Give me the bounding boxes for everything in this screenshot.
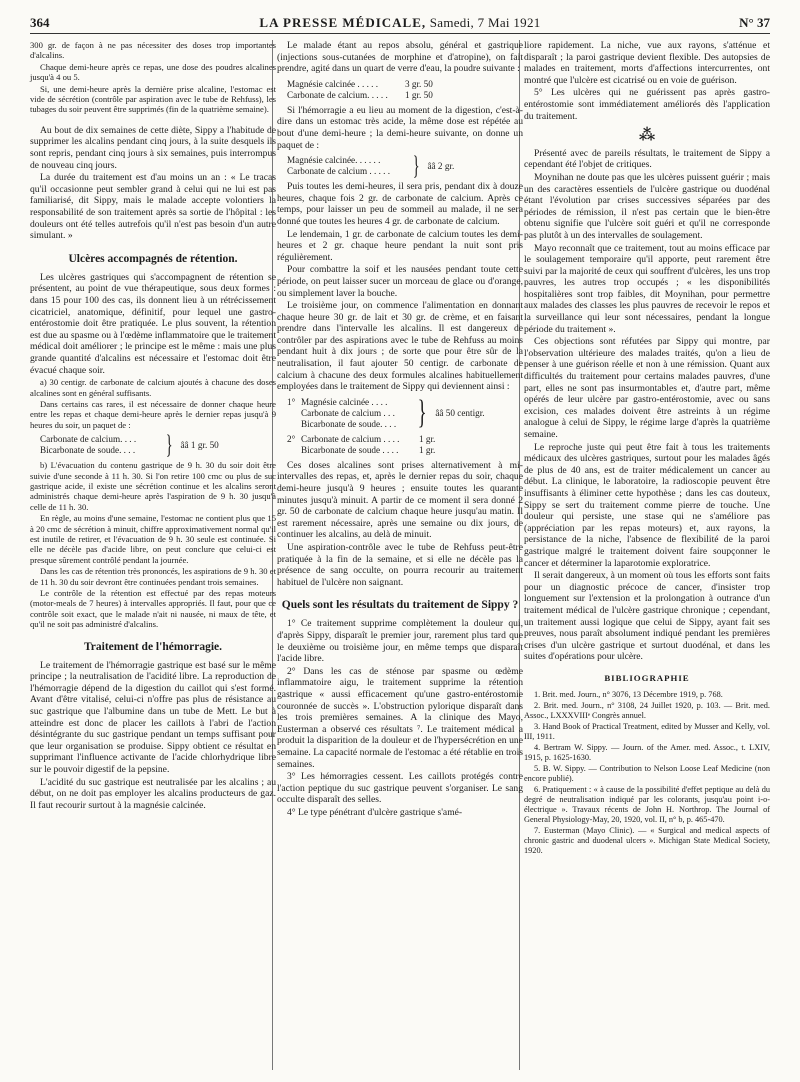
- formula-line: Carbonate de calcium. . . .: [40, 434, 137, 445]
- paragraph: Le troisième jour, on commence l'alimentation en donnant chaque heure 30 gr. de lait et 30 gr. de crème, et en faisant prendre dans l'intervalle les alcalins. Il est dangereux de contrôler par des aspirations avec le tube de Rehfuss au moins pendant huit à dix jours ; de sorte que pour être sûr de la neutralisation, il faut ajouter 50 centigr. de carbonate de calcium à chacune des deux formules alcalines habituellement employées dans le traitement de Sippy qui deviennent ainsi :: [277, 300, 523, 393]
- paragraph: Puis toutes les demi-heures, il sera pris, pendant dix à douze heures, chaque fois 2 gr. de carbonate de calcium. Après ce temps, pour laisser un peu de sommeil au malade, il ne sera donné que toutes les heures 4 gr. de carbonate de calcium.: [277, 181, 523, 227]
- formula-line: Magnésie calcinée . . . . .: [287, 78, 379, 89]
- bibliography-entry: 3. Hand Book of Practical Treatment, edited by Musser and Kelly, vol. III, 1911.: [524, 722, 770, 742]
- paragraph: Présenté avec de pareils résultats, le traitement de Sippy a cependant été l'objet de critiques.: [524, 147, 770, 171]
- paragraph: Chaque demi-heure après ce repas, une dose des poudres alcalines jusqu'à 4 ou 5.: [30, 61, 276, 83]
- paragraph: b) L'évacuation du contenu gastrique de 9 h. 30 du soir doit être suivie d'une seconde à 11 h. 30. Si l'on retire 100 cmc ou plus de suc gastrique acide, il existe une sécrétion continue et les alcalins seront administrés chaque demi-heure après l'aspiration de 9 h. 30 jusqu'à celle de 11 h. 30.: [30, 460, 276, 512]
- issue-date: Samedi, 7 Mai 1921: [429, 15, 541, 30]
- formula-line: Magnésie calcinée . . . .: [301, 396, 388, 407]
- issue-number: N° 37: [739, 15, 770, 30]
- section-separator-asterism: ⁂: [638, 127, 656, 145]
- formula-line: Carbonate de calcium . . .: [301, 407, 395, 418]
- paragraph: Moynihan ne doute pas que les ulcères puissent guérir ; mais un des caractères essentiels de l'ulcère gastrique ou duodénal étant l'évolution par crises successives séparées par des périodes de rémission, il n'est pas certain que le bien-être obtenu signifie que l'ulcère soit guéri et qu'il ne corresponde pas plutôt à un des intervalles de soulagement.: [524, 171, 770, 241]
- paragraph: liore rapidement. La niche, vue aux rayons, s'atténue et disparaît ; la paroi gastrique devient flexible. Des autopsies de malades en traitement, morts d'affections intercurrentes, ont montré que l'ulcère est cicatrisé ou en voie de guérison.: [524, 40, 770, 86]
- paragraph: 300 gr. de façon à ne pas nécessiter des doses trop importantes d'alcalins.: [30, 40, 276, 61]
- paragraph: 2° Dans les cas de sténose par spasme ou œdème inflammatoire aigu, le traitement supprime la rétention gastrique « aussi efficacement qu'une gastro-entérostomie couronnée de succès ». L'obstruction pylorique disparaît dans les trois premières semaines. A la clinique des Mayo, Eusterman a observé ces résultats ⁷. Le traitement médical a produit la disparition de la douleur et de l'hypersécrétion en une semaine. La capacité normale de l'estomac a été rétablie en trois semaines.: [277, 665, 523, 770]
- column-3: [524, 40, 770, 857]
- formula-value: 3 gr. 50: [405, 78, 433, 89]
- column-2: [277, 40, 523, 819]
- formula-line: Magnésie calcinée. . . . . .: [287, 155, 381, 166]
- bibliography-list: [524, 690, 770, 856]
- section-heading-resultats: Quels sont les résultats du traitement de Sippy ?: [281, 599, 519, 612]
- formula-number: 1°: [287, 396, 296, 407]
- bibliography-entry: 5. B. W. Sippy. — Contribution to Nelson Loose Leaf Medicine (non encore publié).: [524, 764, 770, 784]
- paragraph: 1° Ce traitement supprime complètement la douleur qui, d'après Sippy, disparaît le premier jour, rarement plus tard que le deuxième ou troisième jour, en même temps que disparaît l'acide libre.: [277, 618, 523, 665]
- paragraph: 3° Les hémorragies cessent. Les caillots protégés contre l'action peptique du suc gastrique peuvent s'organiser. Le sang occulte disparaît des selles.: [277, 771, 523, 806]
- paragraph: Il serait dangereux, à un moment où tous les efforts sont faits pour un diagnostic précoce de cancer, d'insister trop longuement sur l'extension et la prolongation à outrance d'un traitement médical de l'ulcère gastrique chronique ; cependant, un traitement aussi logique que celui de Sippy, ayant fait ses preuves, nous paraît absolument indiqué pendant les premières crises d'un ulcère gastrique et surtout duodénal, et dans les suites d'opérations pour ulcère.: [524, 570, 770, 663]
- paragraph: Le lendemain, 1 gr. de carbonate de calcium toutes les demi-heures et 2 gr. chaque heure pendant la nuit sont pris régulièrement.: [277, 228, 523, 263]
- paragraph: Les ulcères gastriques qui s'accompagnent de rétention se présentent, au point de vue thérapeutique, sous deux formes : dans 15 pour 100 des cas, ils donnent lieu à un rétrécissement cicatriciel, anatomique, définitif, pour lequel une gastro-entérostomie doit être pratiquée. Le plus souvent, la rétention est due au spasme ou à l'œdème inflammatoire que le traitement médical doit améliorer ; le principe est le même : mais une plus grande quantité d'alcalins est nécessaire et l'estomac doit être évacué chaque soir.: [30, 271, 276, 376]
- brace-icon: }: [412, 151, 420, 181]
- formula-amount: ââ 1 gr. 50: [180, 439, 219, 450]
- paragraph: Pour combattre la soif et les nausées pendant toute cette période, on peut laisser sucer un morceau de glace ou d'orange, ou simplement laver la bouche.: [277, 264, 523, 299]
- paragraph: Dans certains cas rares, il est nécessaire de donner chaque heure entre les repas et chaque demi-heure après le dernier repas jusqu'à 9 heures du soir, un paquet de :: [30, 398, 276, 430]
- formula-value: 1 gr. 50: [405, 89, 433, 100]
- paragraph: 5° Les ulcères qui ne guérissent pas après gastro-entérostomie sont immédiatement améliorés dès l'application du traitement.: [524, 87, 770, 122]
- paragraph: Au bout de dix semaines de cette diète, Sippy a l'habitude de supprimer les alcalins pendant cinq jours, à la suite desquels ils sont repris, pendant cinq jours à six semaines, puis interrompus de nouveau cinq jours.: [30, 124, 276, 171]
- paragraph: 4° Le type pénétrant d'ulcère gastrique s'amé-: [287, 806, 463, 818]
- paragraph: La durée du traitement est d'au moins un an : « Le tracas qu'il occasionne peut sembler grand à celui qui ne lui est pas familiarisé, dit Sippy, mais le malade accepte volontiers la responsabilité de son traitement après sa sortie de l'hôpital : les douleurs ont été telles autrefois qu'il n'est pas besoin d'un autre simulant. »: [30, 172, 276, 242]
- formula-1: [287, 394, 523, 432]
- formula-value: 1 gr.: [419, 433, 436, 444]
- formula-2: [287, 434, 523, 456]
- page-number: 364: [30, 15, 50, 30]
- formula-amount: ââ 50 centigr.: [435, 407, 485, 418]
- brace-icon: }: [417, 394, 427, 432]
- journal-title-line: [30, 15, 770, 31]
- journal-name: LA PRESSE MÉDICALE,: [259, 15, 427, 30]
- paragraph: Mayo reconnaît que ce traitement, tout au moins efficace par le soulagement temporaire qu'il apporte, peut rarement être suivi par la majorité de ceux qui souffrent d'ulcères, les uns trop pauvres, les autres trop occupés ; « les disponibilités hospitalières sont trop faibles, dit Moynihan, pour permettre aux malades des classes les plus pauvres de recevoir le repos et la surveillance qui leur sont nécessaires, pendant la longue période du traitement ».: [524, 242, 770, 335]
- column-1: [30, 40, 276, 812]
- bibliography-entry: 2. Brit. med. Journ., n° 3108, 24 Juillet 1920, p. 103. — Brit. med. Assoc., LXXXVIIIᵉ Congrès annuel.: [524, 701, 770, 721]
- section-heading-retention: Ulcères accompagnés de rétention.: [68, 252, 238, 265]
- bibliography-entry: 7. Eusterman (Mayo Clinic). — « Surgical and medical aspects of chronic gastric and duodenal ulcers ». Michigan State Medical Society, 1920.: [524, 826, 770, 856]
- paragraph: Le contrôle de la rétention est effectué par des repas moteurs (motor-meals de 7 heures) à intervalles appropriés. Il faut, pour que ce contrôle soit exact, que le malade n'ait ni nausée, ni maux de tête, et qu'il ne soit pas administré d'alcalins.: [30, 588, 276, 630]
- bibliography-heading: BIBLIOGRAPHIE: [604, 672, 690, 683]
- formula-magnesie-calcium: [287, 79, 523, 101]
- bibliography-entry: 4. Bertram W. Sippy. — Journ. of the Amer. med. Assoc., t. LXIV, 1915, p. 1625-1630.: [524, 743, 770, 763]
- brace-icon: }: [165, 430, 173, 460]
- formula-line: Carbonate de calcium . . . .: [301, 433, 400, 444]
- section-heading-hemorragie: Traitement de l'hémorragie.: [83, 640, 223, 653]
- bibliography-entry: 1. Brit. med. Journ., n° 3076, 13 Décembre 1919, p. 768.: [534, 690, 723, 700]
- paragraph: Une aspiration-contrôle avec le tube de Rehfuss peut-être pratiquée à la fin de la semaine, et si elle ne décèle pas la présence de sang occulte, on pourra recourir au traitement habituel de l'ulcère non saignant.: [277, 542, 523, 588]
- formula-line: Bicarbonate de soude . . . .: [301, 444, 399, 455]
- formula-line: Carbonate de calcium . . . . .: [287, 166, 391, 177]
- paragraph: Le traitement de l'hémorragie gastrique est basé sur le même principe ; la neutralisation de l'acidité libre. La reproduction de l'hémorragie dépend de la digestion du caillot qui s'est formé. Avant d'être vitalisé, celui-ci n'offre pas plus de résistance au suc gastrique que l'albumine dans un tube de Mett. Le but à atteindre est donc de placer les caillots à l'abri de l'action désintégrante du suc gastrique pendant un temps suffisant pour que leur organisation se produise. Sippy obtient ce résultat en supprimant l'influence activante de l'acide chlorhydrique libre sur le pouvoir digestif de la pepsine.: [30, 659, 276, 775]
- paragraph: En règle, au moins d'une semaine, l'estomac ne contient plus que 15 à 20 cmc de sécrétion à minuit, chiffre approximativement normal qu'il est inutile de retirer, et l'évacuation de 9 h. 30 seule est continuée. Si elle ne décèle pas d'acide libre, on peut conclure que celui-ci est presque sûrement contrôlé pendant la journée.: [30, 513, 276, 565]
- formula-line: Bicarbonate de soude. . . .: [301, 418, 397, 429]
- formula-line: Bicarbonate de soude. . . .: [40, 445, 136, 456]
- formula-amount: ââ 2 gr.: [427, 160, 455, 171]
- formula-number: 2°: [287, 433, 296, 444]
- formula-line: Carbonate de calcium. . . . .: [287, 89, 388, 100]
- paragraph: L'acidité du suc gastrique est neutralisée par les alcalins ; au début, on ne doit pas employer les alcalins producteurs de gaz. Il faut recourir surtout à la magnésie calcinée.: [30, 776, 276, 811]
- paragraph: Le malade étant au repos absolu, général et gastrique (injections sous-cutanées de morphine et d'atropine), on fait prendre, agité dans un quart de verre d'eau, la poudre suivante :: [277, 40, 523, 75]
- page-header: [30, 14, 770, 34]
- paragraph: Si l'hémorragie a eu lieu au moment de la digestion, c'est-à-dire dans un estomac très acide, la même dose est répétée au bout d'une demi-heure ; la demi-heure suivante, on donne un paquet de :: [277, 104, 523, 151]
- formula-magnesie-calcium-aa: [287, 151, 523, 181]
- paragraph: Ces doses alcalines sont prises alternativement à mi-intervalles des repas, et, après le dernier repas du soir, chaque demi-heure jusqu'à 9 heures ; ensuite toutes les quarante minutes jusqu'à minuit. A partir de ce moment il sera donné 2 gr. 50 de carbonate de calcium chaque heure jusqu'au matin. Il est rarement nécessaire, après une semaine ou dix jours, de continuer les alcalins, au delà de minuit.: [277, 459, 523, 541]
- paragraph: Dans les cas de rétention très prononcés, les aspirations de 9 h. 30 et de 11 h. 30 du soir devront être continuées pendant trois semaines.: [30, 566, 276, 587]
- paragraph: Le reproche juste qui peut être fait à tous les traitements médicaux des ulcères gastriques, surtout pour les malades âgés de plus de 40 ans, est de traiter médicalement un cancer au début. La clinique, le laboratoire, la radioscopie peuvent être insuffisants à éliminer cette hypothèse ; dans les cas douteux, Sippy se sert du traitement comme pierre de touche. Une douleur qui persiste, une stase qui ne s'améliore pas (appréciation par les repas moteurs) et, aux rayons, la persistance de la niche, l'absence de flexibilité de la paroi gastrique malgré le traitement doivent faire soupçonner le cancer et déterminer la laparotomie exploratrice.: [524, 441, 770, 569]
- bibliography-entry: 6. Pratiquement : « à cause de la possibilité d'effet peptique au delà du degré de neutralisation indiqué par les colorants, jusqu'au point i-o-électrique ». Travaux récents de John H. Northrop. The Journal of General Physiology-May, 20, 1920, vol. II, n° b, p. 465-470.: [524, 785, 770, 825]
- formula-calcium-soude: [40, 430, 276, 460]
- paragraph: a) 30 centigr. de carbonate de calcium ajoutés à chacune des doses alcalines sont en général suffisants.: [30, 377, 276, 398]
- formula-value: 1 gr.: [419, 444, 436, 455]
- paragraph: Si, une demi-heure après la dernière prise alcaline, l'estomac est vide de sécrétion (contrôle par aspiration avec le tube de Rehfuss), les tubages du soir peuvent être supprimés (fin de la quatrième semaine).: [30, 83, 276, 115]
- paragraph: Ces objections sont réfutées par Sippy qui montre, par l'observation ultérieure des malades traités, qu'on a lieu de penser à une guérison réelle et non à une rémission. Quant aux difficultés du traitement pour certains malades pauvres, d'une part, elles ne sont pas insurmontables et, d'autre part, même opérés de leur ulcère par gastro-entérostomie, avec ou sans excision, ces malades doivent être astreints à un régime analogue à celui de Sippy, le régime large d'après la quatrième semaine.: [524, 336, 770, 440]
